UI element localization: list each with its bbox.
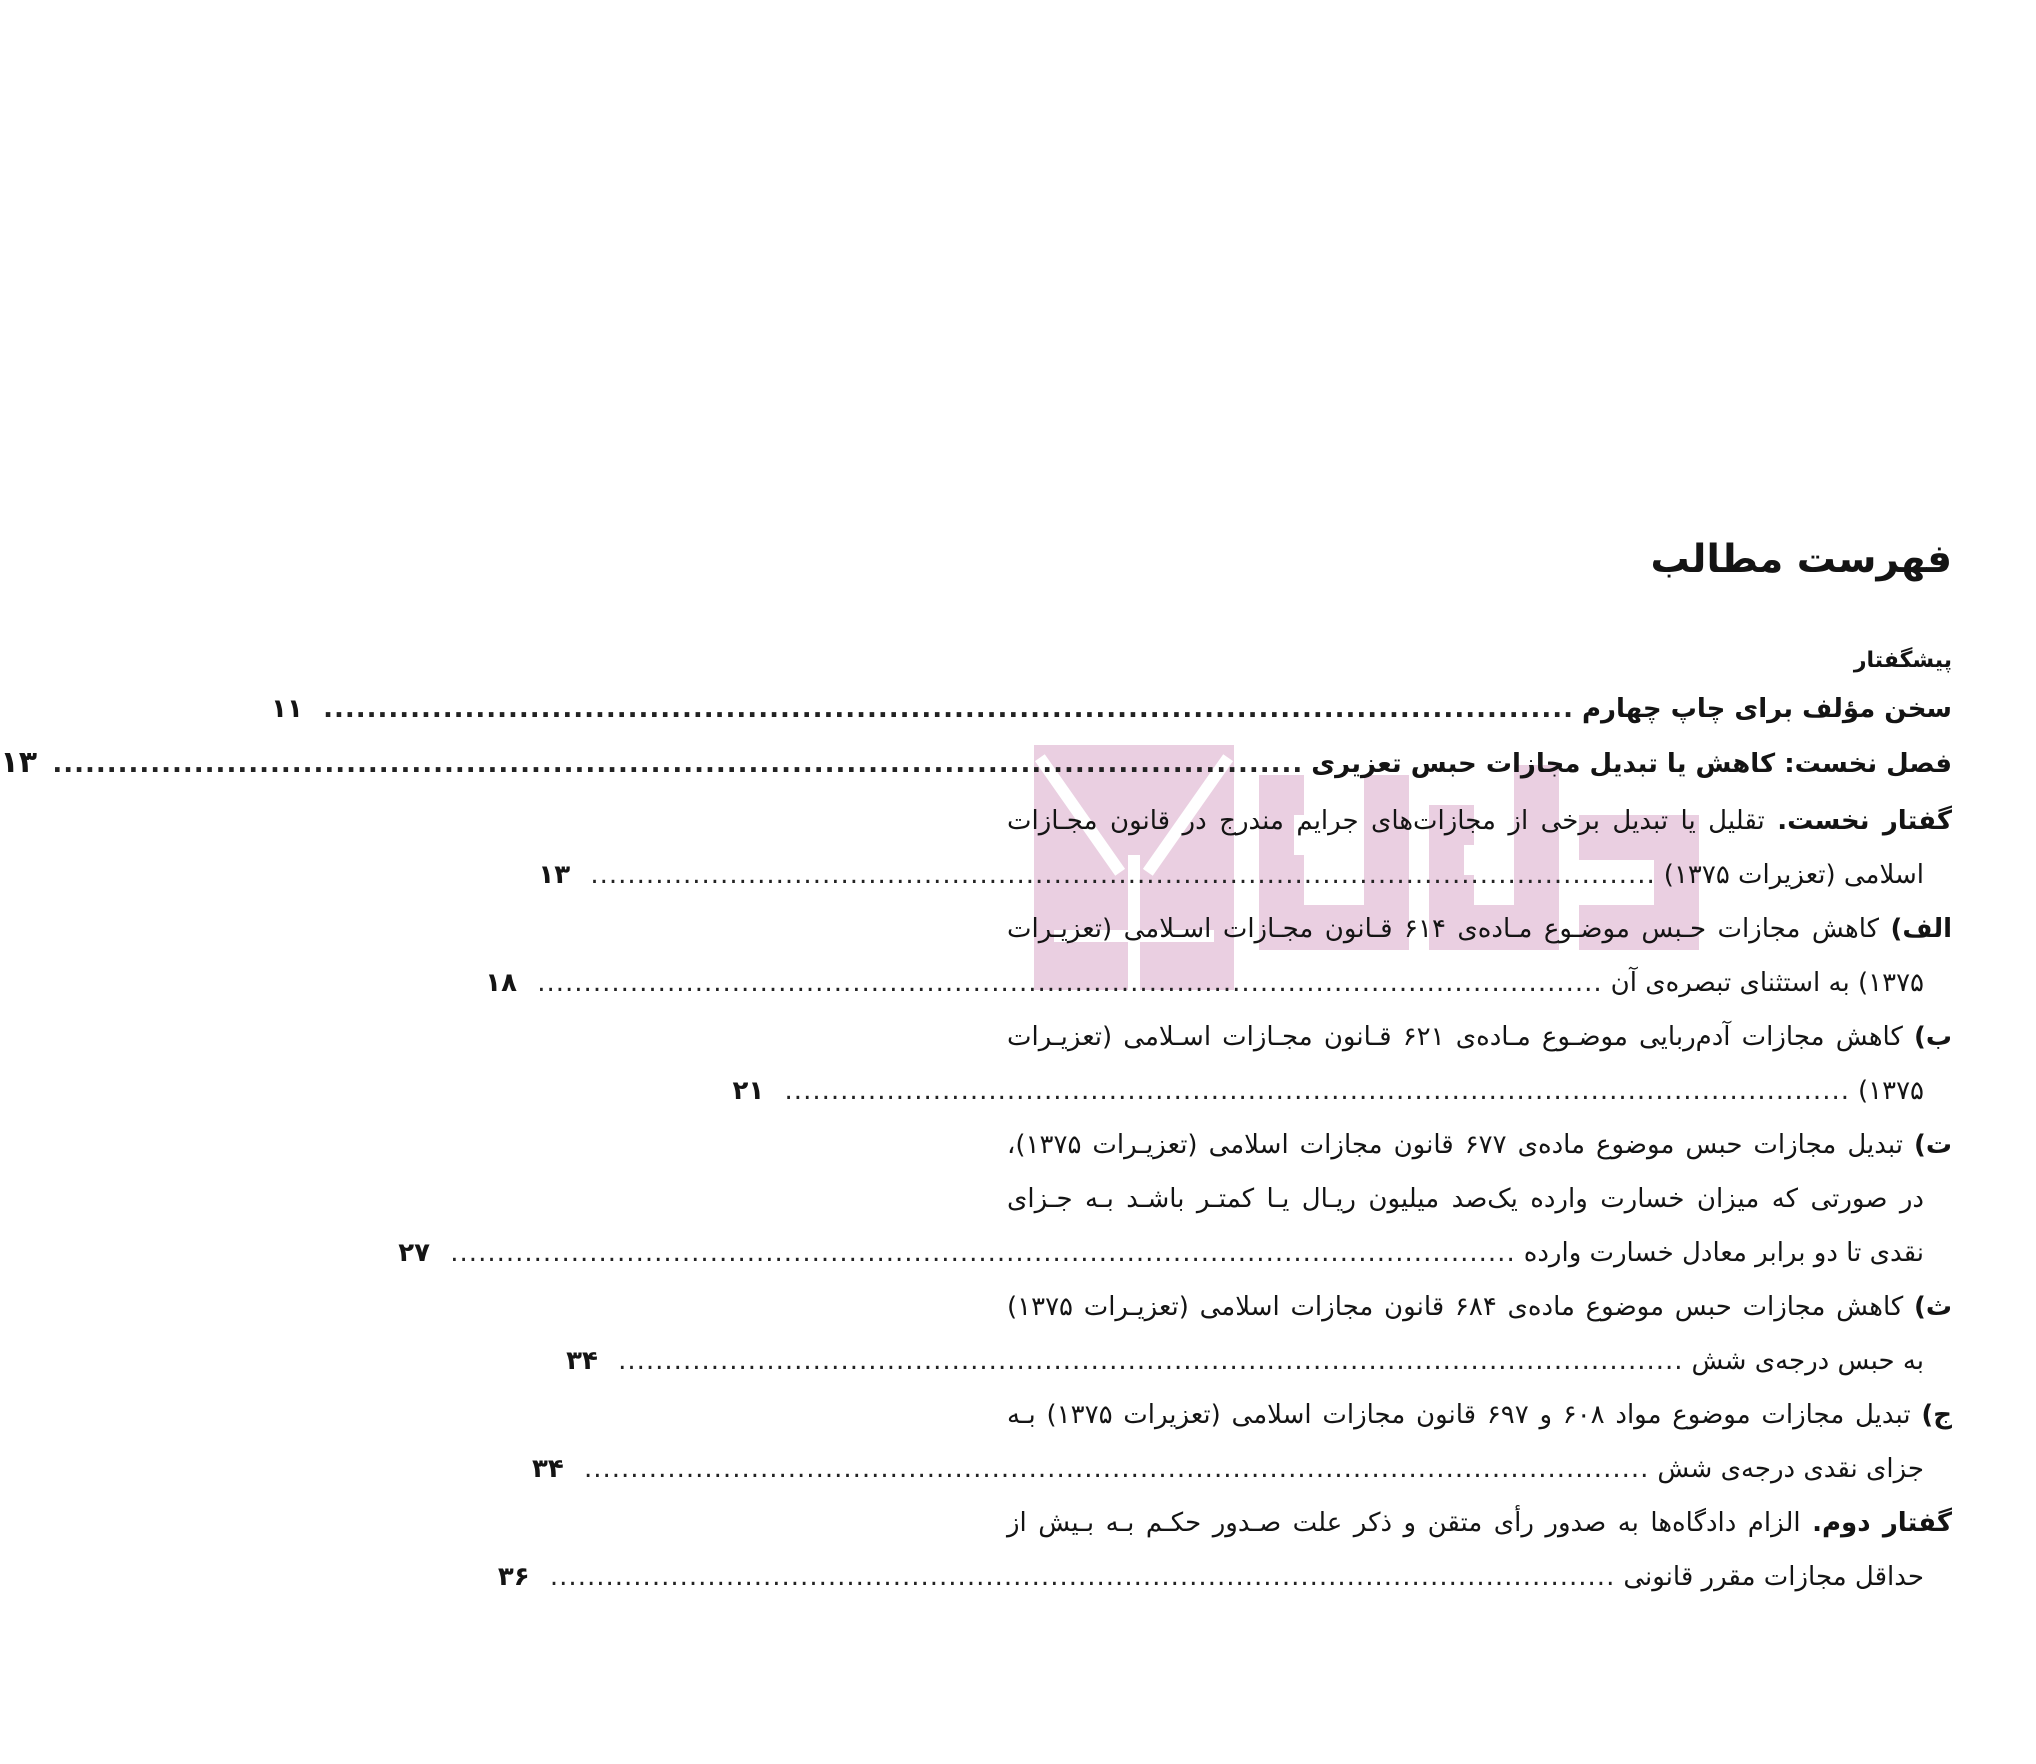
page-number: ۲۷ — [398, 1238, 431, 1268]
dot-leader: ................................................................................................................... — [323, 694, 1574, 724]
entry-text: نقدی تا دو برابر معادل خسارت وارده — [1523, 1238, 1924, 1268]
toc-entry-part-two[interactable] — [497, 1496, 1952, 1604]
entry-line — [1007, 1118, 1952, 1172]
entry-text: کاهش مجازات حـبس موضـوع مـاده‌ی ۶۱۴ قـانون مجـازات اسـلامی (تعزیـرات — [1007, 914, 1879, 944]
entry-line — [1007, 1280, 1952, 1334]
dot-leader: ................................................................................................................... — [583, 1454, 1650, 1484]
page-number: ۱۸ — [485, 968, 517, 998]
dot-leader: ................................................................................................................... — [537, 968, 1603, 998]
toc-entry-item-jim[interactable] — [531, 1388, 1953, 1496]
entry-text: کاهش مجازات آدم‌ربایی موضـوع مـاده‌ی ۶۲۱ قـانون مجـازات اسـلامی (تعزیـرات — [1007, 1022, 1903, 1052]
page-number: ۳۴ — [531, 1454, 564, 1484]
entry-text: به حبس درجه‌ی شش — [1691, 1346, 1924, 1376]
chapter-title: فصل نخست: کاهش یا تبدیل مجازات حبس تعزیری — [1311, 749, 1952, 779]
entry-label: الف) — [1890, 914, 1952, 944]
entry-label: ج) — [1921, 1400, 1953, 1430]
entry-line — [1007, 1010, 1952, 1064]
entry-text: تبدیل مجازات موضوع مواد ۶۰۸ و ۶۹۷ قانون مجازات اسلامی (تعزیرات ۱۳۷۵) بـه — [1007, 1400, 1911, 1430]
entry-text: اسلامی (تعزیرات ۱۳۷۵) — [1663, 860, 1924, 890]
toc-entry-item-be[interactable] — [732, 1010, 1953, 1118]
entry-text: ۱۳۷۵) — [1857, 1076, 1924, 1106]
entry-line — [1007, 902, 1952, 956]
page-title: فهرست مطالب — [1650, 537, 1952, 582]
entry-text: حداقل مجازات مقرر قانونی — [1623, 1562, 1924, 1592]
entry-line: در صورتی که میزان خسارت وارده یک‌صد میلیون ریـال یـا کمتـر باشـد بـه جـزای — [1007, 1184, 1924, 1214]
entry-text: تقلیل یا تبدیل برخی از مجازات‌های جرایم مندرج در قانون مجـازات — [1007, 806, 1765, 836]
toc-entry-item-te[interactable] — [398, 1118, 1952, 1280]
page-number: ۱۳ — [538, 860, 571, 890]
entry-last-line — [732, 1064, 1952, 1118]
entry-label: ب) — [1914, 1022, 1953, 1052]
table-of-contents — [0, 640, 1953, 1604]
toc-entry-chapter-one[interactable] — [0, 736, 1952, 790]
entry-text: جزای نقدی درجه‌ی شش — [1657, 1454, 1924, 1484]
entry-line — [1007, 1496, 1952, 1550]
dot-leader: ................................................................................................................... — [52, 749, 1304, 779]
toc-entry-part-one[interactable] — [538, 794, 1952, 902]
entry-last-line — [398, 1226, 1952, 1280]
page-number: ۱۳ — [0, 745, 38, 780]
entry-line — [1007, 1388, 1952, 1442]
entry-line — [1007, 794, 1952, 848]
entry-text: تبدیل مجازات حبس موضوع ماده‌ی ۶۷۷ قانون مجازات اسلامی (تعزیـرات ۱۳۷۵)، — [1007, 1130, 1903, 1160]
dot-leader: ................................................................................................................... — [450, 1238, 1516, 1268]
toc-entry-item-alef[interactable] — [485, 902, 1952, 1010]
entry-last-line — [566, 1334, 1952, 1388]
entry-last-line — [538, 848, 1952, 902]
entry-title: سخن مؤلف برای چاپ چهارم — [1581, 694, 1952, 724]
entry-label: گفتار نخست. — [1777, 806, 1952, 836]
preface-heading: پیشگفتار — [1853, 648, 1952, 673]
entry-last-line — [531, 1442, 1952, 1496]
dot-leader: ................................................................................................................... — [549, 1562, 1616, 1592]
dot-leader: ................................................................................................................... — [590, 860, 1656, 890]
page-number: ۱۱ — [271, 694, 303, 724]
entry-text: کاهش مجازات حبس موضوع ماده‌ی ۶۸۴ قانون مجازات اسلامی (تعزیـرات ۱۳۷۵) — [1007, 1292, 1904, 1322]
entry-label: ت) — [1913, 1130, 1952, 1160]
page-number: ۳۴ — [566, 1346, 598, 1376]
entry-last-line — [497, 1550, 1952, 1604]
entry-label: ث) — [1913, 1292, 1952, 1322]
dot-leader: ................................................................................................................... — [784, 1076, 1850, 1106]
entry-label: گفتار دوم. — [1812, 1508, 1952, 1538]
entry-last-line — [485, 956, 1952, 1010]
page-number: ۳۶ — [497, 1562, 530, 1592]
dot-leader: ................................................................................................................... — [618, 1346, 1684, 1376]
page-number: ۲۱ — [732, 1076, 765, 1106]
toc-entry-author-note[interactable] — [271, 682, 1952, 736]
entry-text: الزام دادگاه‌ها به صدور رأی متقن و ذکر علت صـدور حکـم بـه بـیش از — [1007, 1508, 1801, 1538]
toc-entry-item-se[interactable] — [566, 1280, 1952, 1388]
entry-text: ۱۳۷۵) به استثنای تبصره‌ی آن — [1610, 968, 1924, 998]
